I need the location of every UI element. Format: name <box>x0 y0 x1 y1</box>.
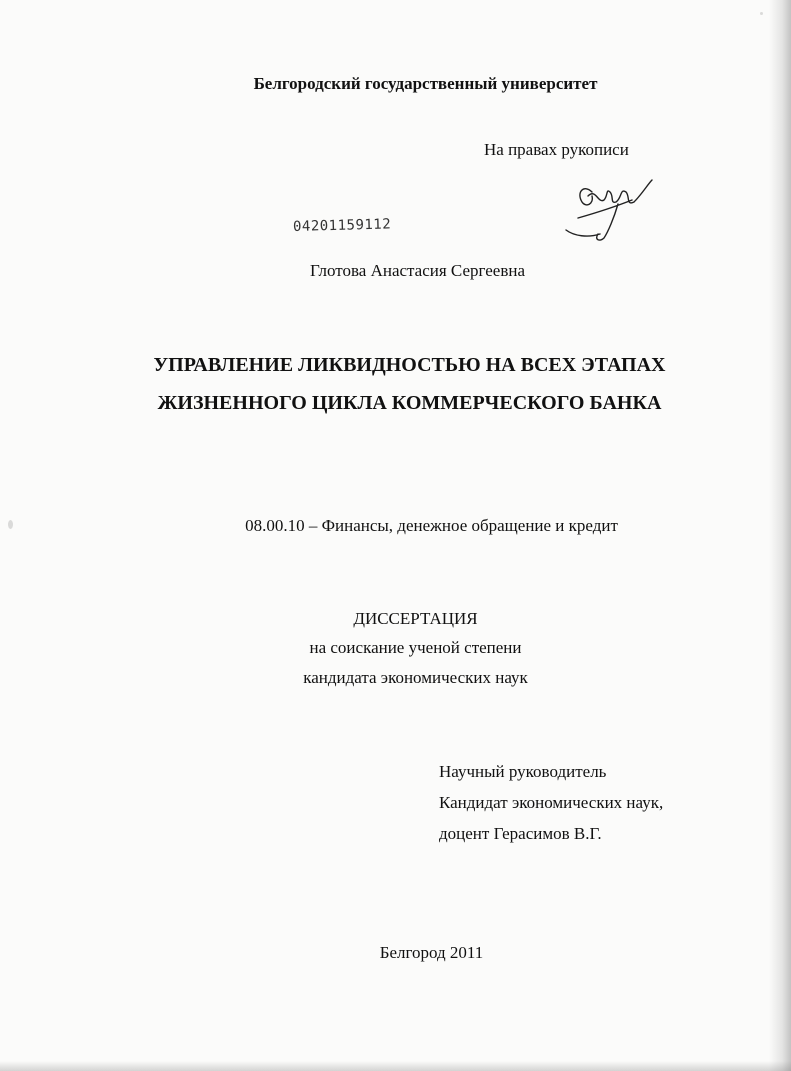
university-name: Белгородский государственный университет <box>253 74 598 93</box>
scan-edge-shadow <box>769 0 791 1071</box>
city-year: Белгород 2011 <box>379 943 484 962</box>
specialty-code: 08.00.10 – Финансы, денежное обращение и кредит <box>245 516 618 535</box>
thesis-title-line-1: УПРАВЛЕНИЕ ЛИКВИДНОСТЬЮ НА ВСЕХ ЭТАПАХ <box>153 354 666 376</box>
document-type: ДИССЕРТАЦИЯ <box>353 609 478 628</box>
scan-speck <box>8 520 13 529</box>
advisor-label: Научный руководитель <box>439 762 607 781</box>
advisor-name: доцент Герасимов В.Г. <box>439 824 602 843</box>
advisor-degree: Кандидат экономических наук, <box>439 793 664 812</box>
manuscript-rights-note: На правах рукописи <box>484 140 629 159</box>
scan-bottom-shadow <box>0 1061 791 1071</box>
thesis-title-line-2: ЖИЗНЕННОГО ЦИКЛА КОММЕРЧЕСКОГО БАНКА <box>157 392 662 414</box>
author-name: Глотова Анастасия Сергеевна <box>309 261 526 280</box>
signature-icon <box>548 174 658 244</box>
inventory-number-stamp: 04201159112 <box>292 216 392 235</box>
scan-speck <box>760 12 763 15</box>
degree-line-1: на соискание ученой степени <box>309 638 522 657</box>
degree-line-2: кандидата экономических наук <box>303 668 528 687</box>
